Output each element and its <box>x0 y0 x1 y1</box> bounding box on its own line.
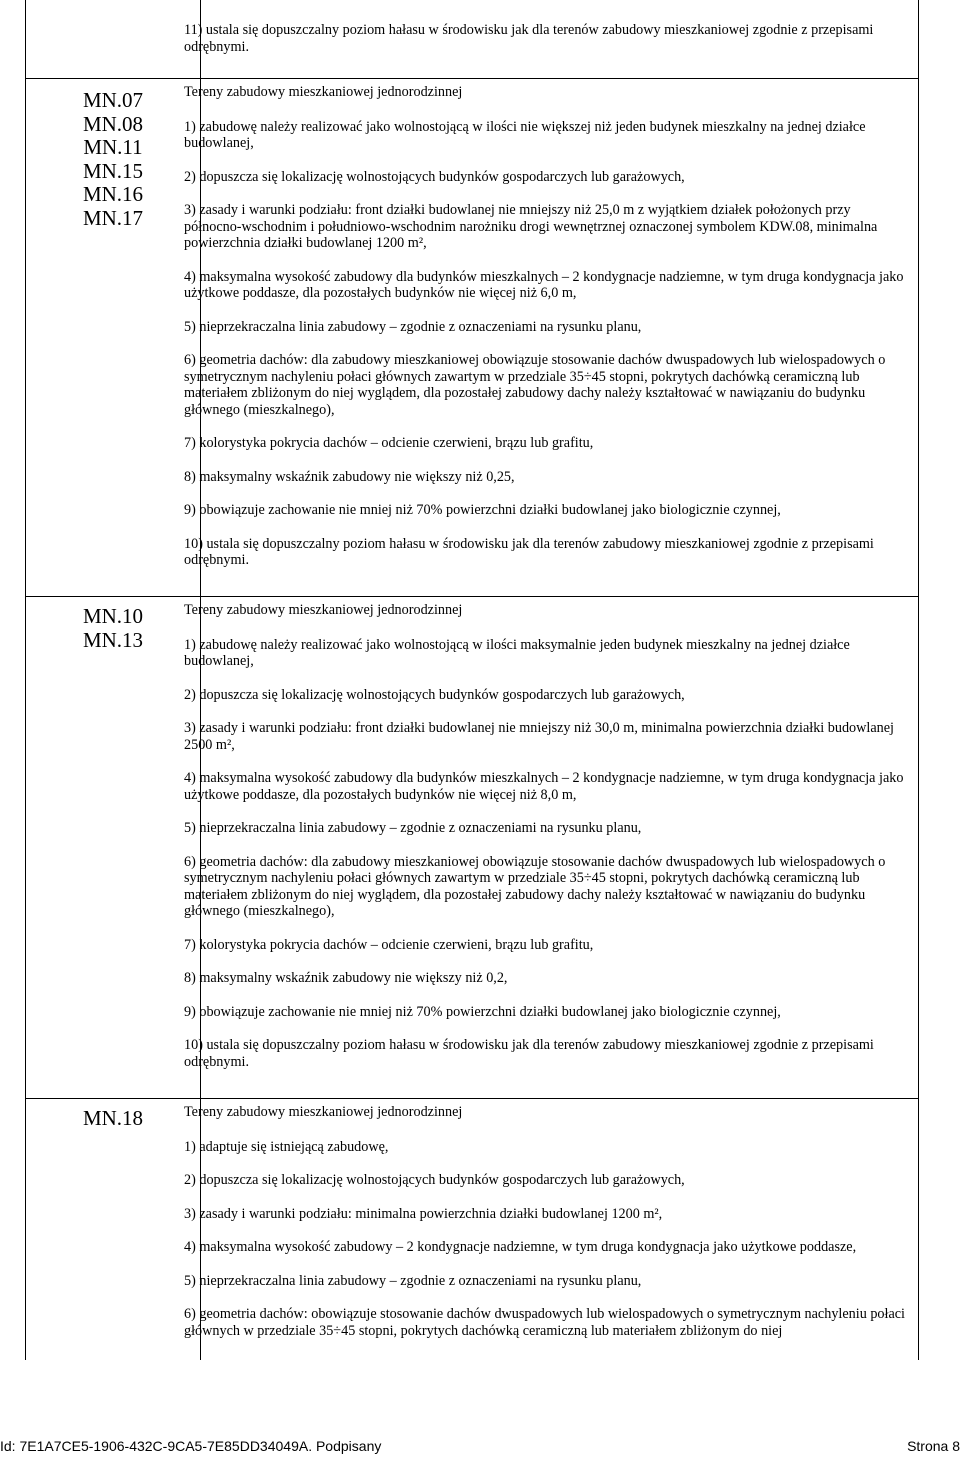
zone-code: MN.11 <box>83 135 143 159</box>
regulation-item: 1) zabudowę należy realizować jako wolnostojącą w ilości maksymalnie jeden budynek mieszkalny na jednej działce budowlanej, <box>184 636 850 669</box>
section-codes <box>26 1107 200 1131</box>
section-row-mn10-mn13 <box>26 597 918 1099</box>
zone-code: MN.15 <box>82 158 144 183</box>
regulation-item: 5) nieprzekraczalna linia zabudowy – zgodnie z oznaczeniami na rysunku planu, <box>184 820 642 836</box>
regulation-item: 6) geometria dachów: obowiązuje stosowanie dachów dwuspadowych lub wielospadowych o symetrycznym nachyleniu połaci głównych w przedziale 35÷45 stopni, pokrytych dachówką ceramiczną lub materiałem zbliżonym do niej <box>184 1306 905 1339</box>
regulation-item: 9) obowiązuje zachowanie nie mniej niż 70% powierzchni działki budowlanej jako biologicznie czynnej, <box>184 502 781 518</box>
zone-code: MN.07 <box>82 88 144 112</box>
section-content <box>184 1104 908 1356</box>
regulation-item: 3) zasady i warunki podziału: front działki budowlanej nie mniejszy niż 30,0 m, minimalna powierzchnia działki budowlanej 2500 m², <box>184 720 894 753</box>
continuation-text: 11) ustala się dopuszczalny poziom hałasu w środowisku jak dla terenów zabudowy mieszkaniowej zgodnie z przepisami odrębnymi. <box>184 22 874 55</box>
page-number: Strona 8 <box>907 1438 960 1454</box>
section-row-mn07-mn17 <box>26 79 918 597</box>
regulation-item: 8) maksymalny wskaźnik zabudowy nie większy niż 0,2, <box>184 970 508 986</box>
regulation-item: 6) geometria dachów: dla zabudowy mieszkaniowej obowiązuje stosowanie dachów dwuspadowych lub wielospadowych o symetrycznym nachyleniu połaci głównych zawartym w przedziale 35÷45 stopni, pokrytych dachówką ceramiczną lub materiałem zbliżonym do niej wyglądem, dla pozostałej zabudowy dachy należy kształtować w nawiązaniu do budynku głównego (mieszkalnego), <box>184 352 886 418</box>
continuation-row <box>26 0 918 79</box>
section-codes <box>26 605 200 652</box>
section-codes <box>26 89 200 230</box>
regulation-item: 3) zasady i warunki podziału: minimalna powierzchnia działki budowlanej 1200 m², <box>184 1205 663 1222</box>
regulation-item: 6) geometria dachów: dla zabudowy mieszkaniowej obowiązuje stosowanie dachów dwuspadowych lub wielospadowych o symetrycznym nachyleniu połaci głównych zawartym w przedziale 35÷45 stopni, pokrytych dachówką ceramiczną lub materiałem zbliżonym do niej wyglądem, dla pozostałej zabudowy dachy należy kształtować w nawiązaniu do budynku głównego (mieszkalnego), <box>184 853 886 919</box>
regulation-item: 8) maksymalny wskaźnik zabudowy nie większy niż 0,25, <box>184 468 515 485</box>
regulation-item: 7) kolorystyka pokrycia dachów – odcienie czerwieni, brązu lub grafitu, <box>184 936 594 953</box>
section-content <box>184 602 908 1087</box>
zone-code: MN.16 <box>82 182 144 206</box>
zone-code: MN.10 <box>82 604 144 628</box>
zone-code: MN.17 <box>82 205 144 230</box>
document-id: Id: 7E1A7CE5-1906-432C-9CA5-7E85DD34049A. Podpisany <box>0 1438 382 1454</box>
section-title: Tereny zabudowy mieszkaniowej jednorodzinnej <box>184 1104 463 1120</box>
regulation-item: 4) maksymalna wysokość zabudowy dla budynków mieszkalnych – 2 kondygnacje nadziemne, w tym druga kondygnacja jako użytkowe poddasze, dla pozostałych budynków nie więcej niż 6,0 m, <box>184 268 904 301</box>
zone-code: MN.18 <box>82 1106 144 1130</box>
regulation-item: 3) zasady i warunki podziału: front działki budowlanej nie mniejszy niż 25,0 m z wyjątkiem działek położonych przy północno-wschodnim i południowo-wschodnim narożniku drogi wewnętrznej oznaczonej symbolem KDW.08, minimalna powierzchnia działki budowlanej 1200 m², <box>184 202 878 251</box>
regulation-item: 1) zabudowę należy realizować jako wolnostojącą w ilości nie większej niż jeden budynek mieszkalny na jednej działce budowlanej, <box>184 118 866 151</box>
regulation-item: 7) kolorystyka pokrycia dachów – odcienie czerwieni, brązu lub grafitu, <box>184 435 594 451</box>
regulation-item: 1) adaptuje się istniejącą zabudowę, <box>184 1138 389 1155</box>
regulation-item: 5) nieprzekraczalna linia zabudowy – zgodnie z oznaczeniami na rysunku planu, <box>184 318 642 335</box>
section-row-mn18 <box>26 1099 918 1360</box>
regulation-item: 5) nieprzekraczalna linia zabudowy – zgodnie z oznaczeniami na rysunku planu, <box>184 1272 642 1289</box>
regulation-table <box>25 0 919 1360</box>
regulation-item: 10) ustala się dopuszczalny poziom hałasu w środowisku jak dla terenów zabudowy mieszkaniowej zgodnie z przepisami odrębnymi. <box>184 1037 874 1070</box>
regulation-item: 2) dopuszcza się lokalizację wolnostojących budynków gospodarczych lub garażowych, <box>184 1172 685 1188</box>
zone-code: MN.13 <box>82 627 144 652</box>
section-title: Tereny zabudowy mieszkaniowej jednorodzinnej <box>184 84 463 100</box>
regulation-item: 2) dopuszcza się lokalizację wolnostojących budynków gospodarczych lub garażowych, <box>184 168 685 185</box>
regulation-item: 9) obowiązuje zachowanie nie mniej niż 70% powierzchni działki budowlanej jako biologicznie czynnej, <box>184 1003 781 1020</box>
regulation-item: 4) maksymalna wysokość zabudowy – 2 kondygnacje nadziemne, w tym druga kondygnacja jako użytkowe poddasze, <box>184 1239 857 1255</box>
section-content <box>184 84 908 586</box>
zone-code: MN.08 <box>82 111 144 136</box>
section-title: Tereny zabudowy mieszkaniowej jednorodzinnej <box>184 602 463 618</box>
regulation-item: 2) dopuszcza się lokalizację wolnostojących budynków gospodarczych lub garażowych, <box>184 686 685 703</box>
regulation-item: 10) ustala się dopuszczalny poziom hałasu w środowisku jak dla terenów zabudowy mieszkaniowej zgodnie z przepisami odrębnymi. <box>184 535 874 568</box>
regulation-item: 4) maksymalna wysokość zabudowy dla budynków mieszkalnych – 2 kondygnacje nadziemne, w tym druga kondygnacja jako użytkowe poddasze, dla pozostałych budynków nie więcej niż 8,0 m, <box>184 770 904 803</box>
